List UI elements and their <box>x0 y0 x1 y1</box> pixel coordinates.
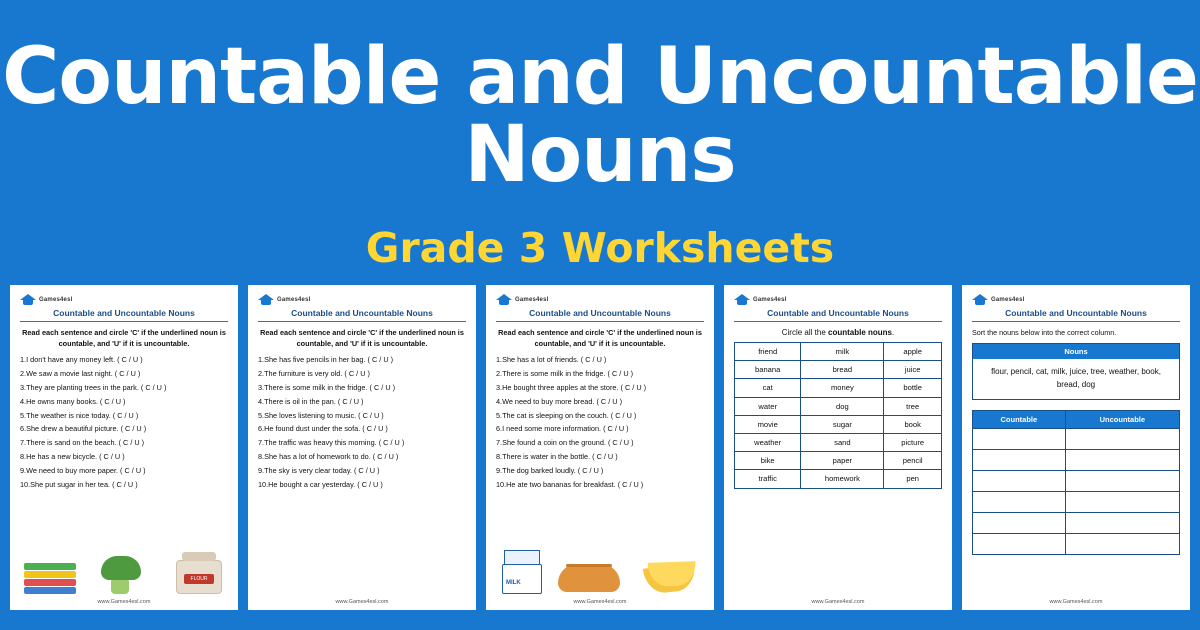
worksheet-footer: www.Games4esl.com <box>1049 599 1103 605</box>
question-item: 6.He found dust under the sofa. ( C / U ) <box>258 424 388 434</box>
question-item: 8.She has a lot of homework to do. ( C / U ) <box>258 452 399 462</box>
bread-icon <box>558 556 620 594</box>
sorting-table <box>972 410 1180 555</box>
worksheet-title: Countable and Uncountable Nouns <box>258 308 466 322</box>
worksheet-title: Countable and Uncountable Nouns <box>734 308 942 322</box>
column-header-uncountable: Uncountable <box>1065 410 1179 428</box>
question-item: 3.There is some milk in the fridge. ( C / U ) <box>258 382 396 392</box>
question-item: 7.The traffic was heavy this morning. ( C / U ) <box>258 438 405 448</box>
word-cell[interactable]: bread <box>801 361 884 379</box>
graduation-cap-icon <box>496 293 512 306</box>
word-cell[interactable]: sand <box>801 433 884 451</box>
worksheet-footer: www.Games4esl.com <box>97 599 151 605</box>
table-row <box>735 452 942 470</box>
word-cell[interactable]: banana <box>735 361 801 379</box>
word-cell[interactable]: bike <box>735 452 801 470</box>
worksheet-instructions: Read each sentence and circle 'C' if the underlined noun is countable, and 'U' if it is uncountable. <box>260 328 464 348</box>
answer-cell[interactable] <box>1065 533 1179 554</box>
word-cell[interactable]: homework <box>801 470 884 488</box>
graduation-cap-icon <box>972 293 988 306</box>
milk-carton-icon: MILK <box>502 550 542 594</box>
question-item: 1.I don't have any money left. ( C / U ) <box>20 355 143 365</box>
answer-cell[interactable] <box>973 449 1066 470</box>
table-row <box>973 428 1180 449</box>
brand-logo <box>496 293 704 306</box>
answer-cell[interactable] <box>973 512 1066 533</box>
question-item: 8.There is water in the bottle. ( C / U ) <box>496 452 618 462</box>
word-cell[interactable]: book <box>884 415 942 433</box>
table-row <box>735 361 942 379</box>
flour-bag-icon: FLOUR <box>176 552 222 594</box>
worksheet-title: Countable and Uncountable Nouns <box>496 308 704 322</box>
word-cell[interactable]: sugar <box>801 415 884 433</box>
word-cell[interactable]: juice <box>884 361 942 379</box>
brand-logo <box>972 293 1180 306</box>
word-cell[interactable]: cat <box>735 379 801 397</box>
question-item: 9.The dog barked loudly. ( C / U ) <box>496 466 604 476</box>
answer-cell[interactable] <box>1065 428 1179 449</box>
graduation-cap-icon <box>734 293 750 306</box>
table-header-row <box>973 410 1180 428</box>
answer-cell[interactable] <box>1065 491 1179 512</box>
question-item: 3.They are planting trees in the park. ( C / U ) <box>20 382 167 392</box>
question-item: 1.She has a lot of friends. ( C / U ) <box>496 355 607 365</box>
answer-cell[interactable] <box>1065 470 1179 491</box>
word-cell[interactable]: movie <box>735 415 801 433</box>
illustration-row <box>20 546 228 594</box>
noun-bank-header: Nouns <box>973 344 1179 359</box>
answer-cell[interactable] <box>973 533 1066 554</box>
question-item: 2.There is some milk in the fridge. ( C / U ) <box>496 369 634 379</box>
question-item: 2.We saw a movie last night. ( C / U ) <box>20 369 141 379</box>
table-row <box>735 433 942 451</box>
worksheet-footer: www.Games4esl.com <box>335 599 389 605</box>
graduation-cap-icon <box>20 293 36 306</box>
question-item: 10.She put sugar in her tea. ( C / U ) <box>20 479 138 489</box>
worksheet-gallery <box>10 285 1190 610</box>
books-icon <box>24 554 76 594</box>
instruction-prefix: Circle all the <box>781 328 828 337</box>
answer-cell[interactable] <box>973 470 1066 491</box>
table-row <box>735 415 942 433</box>
word-cell[interactable]: pencil <box>884 452 942 470</box>
answer-cell[interactable] <box>1065 449 1179 470</box>
page-subtitle: Grade 3 Worksheets <box>365 224 835 272</box>
question-item: 4.There is oil in the pan. ( C / U ) <box>258 396 364 406</box>
page-title: Countable and Uncountable Nouns <box>2 32 1198 200</box>
word-cell[interactable]: milk <box>801 343 884 361</box>
brand-name: Games4esl <box>515 296 549 303</box>
bananas-icon <box>642 552 700 594</box>
question-item: 5.The weather is nice today. ( C / U ) <box>20 410 139 420</box>
brand-name: Games4esl <box>277 296 311 303</box>
answer-cell[interactable] <box>973 428 1066 449</box>
worksheet-card-2[interactable] <box>248 285 476 610</box>
word-cell[interactable]: apple <box>884 343 942 361</box>
question-item: 7.She found a coin on the ground. ( C / U ) <box>496 438 634 448</box>
table-row <box>973 533 1180 554</box>
noun-bank-list: flour, pencil, cat, milk, juice, tree, weather, book, bread, dog <box>991 367 1161 389</box>
brand-name: Games4esl <box>753 296 787 303</box>
word-cell[interactable]: traffic <box>735 470 801 488</box>
word-cell[interactable]: bottle <box>884 379 942 397</box>
worksheet-title: Countable and Uncountable Nouns <box>972 308 1180 322</box>
word-cell[interactable]: paper <box>801 452 884 470</box>
worksheet-card-1[interactable] <box>10 285 238 610</box>
instruction-emphasis: countable nouns <box>828 328 892 337</box>
worksheet-title: Countable and Uncountable Nouns <box>20 308 228 322</box>
question-item: 5.The cat is sleeping on the couch. ( C / U ) <box>496 410 637 420</box>
table-row <box>735 397 942 415</box>
hero-banner <box>0 0 1200 272</box>
brand-logo <box>258 293 466 306</box>
brand-logo <box>20 293 228 306</box>
table-row <box>735 343 942 361</box>
noun-bank <box>972 343 1180 400</box>
worksheet-footer: www.Games4esl.com <box>811 599 865 605</box>
word-bank-table <box>734 342 942 489</box>
word-cell[interactable]: money <box>801 379 884 397</box>
word-cell[interactable]: friend <box>735 343 801 361</box>
question-item: 9.The sky is very clear today. ( C / U ) <box>258 466 380 476</box>
worksheet-instructions: Read each sentence and circle 'C' if the underlined noun is countable, and 'U' if it is uncountable. <box>498 328 702 348</box>
worksheet-card-3[interactable] <box>486 285 714 610</box>
table-row <box>735 379 942 397</box>
word-cell[interactable]: water <box>735 397 801 415</box>
answer-cell[interactable] <box>1065 512 1179 533</box>
instruction-suffix: . <box>892 328 895 337</box>
table-row <box>973 512 1180 533</box>
table-row <box>973 470 1180 491</box>
question-item: 5.She loves listening to music. ( C / U ) <box>258 410 384 420</box>
worksheet-card-5[interactable] <box>962 285 1190 610</box>
question-item: 4.We need to buy more bread. ( C / U ) <box>496 396 622 406</box>
table-row <box>973 449 1180 470</box>
graduation-cap-icon <box>258 293 274 306</box>
question-item: 6.She drew a beautiful picture. ( C / U ) <box>20 424 147 434</box>
answer-cell[interactable] <box>973 491 1066 512</box>
question-item: 3.He bought three apples at the store. ( C / U ) <box>496 382 647 392</box>
worksheet-instructions: Read each sentence and circle 'C' if the underlined noun is countable, and 'U' if it is uncountable. <box>22 328 226 348</box>
word-cell[interactable]: tree <box>884 397 942 415</box>
illustration-row <box>496 546 704 594</box>
worksheet-footer: www.Games4esl.com <box>573 599 627 605</box>
word-cell[interactable]: weather <box>735 433 801 451</box>
brand-name: Games4esl <box>39 296 73 303</box>
worksheet-instructions: Sort the nouns below into the correct column. <box>972 328 1117 337</box>
question-item: 4.He owns many books. ( C / U ) <box>20 396 126 406</box>
word-cell[interactable]: picture <box>884 433 942 451</box>
brand-name: Games4esl <box>991 296 1025 303</box>
worksheet-card-4[interactable] <box>724 285 952 610</box>
table-row <box>973 491 1180 512</box>
question-item: 10.He ate two bananas for breakfast. ( C / U ) <box>496 479 644 489</box>
question-item: 8.He has a new bicycle. ( C / U ) <box>20 452 125 462</box>
brand-logo <box>734 293 942 306</box>
question-item: 6.I need some more information. ( C / U ) <box>496 424 629 434</box>
worksheet-instructions <box>734 328 942 337</box>
question-item: 2.The furniture is very old. ( C / U ) <box>258 369 370 379</box>
word-cell[interactable]: pen <box>884 470 942 488</box>
broccoli-icon <box>98 554 144 594</box>
table-row <box>735 470 942 488</box>
question-item: 9.We need to buy more paper. ( C / U ) <box>20 466 146 476</box>
word-cell[interactable]: dog <box>801 397 884 415</box>
question-item: 1.She has five pencils in her bag. ( C / U ) <box>258 355 394 365</box>
question-item: 7.There is sand on the beach. ( C / U ) <box>20 438 145 448</box>
question-item: 10.He bought a car yesterday. ( C / U ) <box>258 479 383 489</box>
column-header-countable: Countable <box>973 410 1066 428</box>
